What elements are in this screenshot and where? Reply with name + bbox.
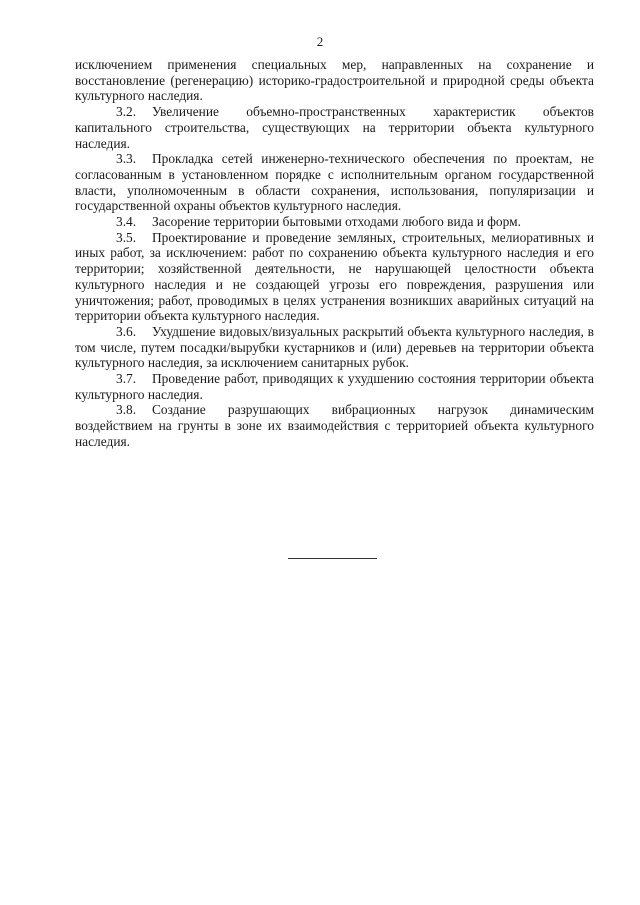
end-divider-line	[288, 558, 377, 559]
list-item-3-5	[75, 230, 594, 324]
document-body	[75, 57, 594, 450]
list-item-3-6	[75, 324, 594, 371]
item-number: 3.2.	[116, 104, 137, 120]
list-item-3-2	[75, 104, 594, 151]
list-item-3-4	[75, 214, 594, 230]
item-text: Проектирование и проведение земляных, строительных, мелиоративных и иных работ, за исключением: работ по сохранению объекта культурного наследия и его территории; хозяйственной деятельности, не нарушающей целостности объекта культурного наследия и не создающей угрозы его повреждения, разрушения или уничтожения; работ, проводимых в целях устранения возникших аварийных ситуаций на территории объекта культурного наследия.	[75, 229, 594, 324]
item-number: 3.8.	[116, 402, 137, 418]
list-item-3-7	[75, 371, 594, 402]
list-item-3-8	[75, 402, 594, 449]
list-item-3-3	[75, 151, 594, 214]
item-number: 3.6.	[116, 323, 137, 339]
item-text: Засорение территории бытовыми отходами любого вида и форм.	[152, 214, 521, 230]
item-number: 3.4.	[116, 214, 137, 230]
item-text: Прокладка сетей инженерно-технического обеспечения по проектам, не согласованным в установленном порядке с исполнительным органом государственной власти, уполномоченным в области сохранения, использования, популяризации и государственной охраны объектов культурного наследия.	[75, 151, 594, 214]
continuation-paragraph: исключением применения специальных мер, направленных на сохранение и восстановление (регенерацию) историко-градостроительной и природной среды объекта культурного наследия.	[75, 57, 594, 104]
page-number: 2	[316, 34, 324, 49]
item-number: 3.7.	[116, 371, 137, 387]
item-number: 3.3.	[116, 151, 137, 167]
item-text: Ухудшение видовых/визуальных раскрытий объекта культурного наследия, в том числе, путем посадки/вырубки кустарников и (или) деревьев на территории объекта культурного наследия, за исключением санитарных рубок.	[75, 323, 594, 371]
item-text: Создание разрушающих вибрационных нагрузок динамическим воздействием на грунты в зоне их взаимодействия с территорией объекта культурного наследия.	[75, 402, 594, 449]
item-text: Проведение работ, приводящих к ухудшению состояния территории объекта культурного наследия.	[75, 371, 594, 402]
item-number: 3.5.	[116, 229, 137, 245]
item-text: Увеличение объемно-пространственных характеристик объектов капитального строительства, существующих на территории объекта культурного наследия.	[75, 104, 594, 151]
